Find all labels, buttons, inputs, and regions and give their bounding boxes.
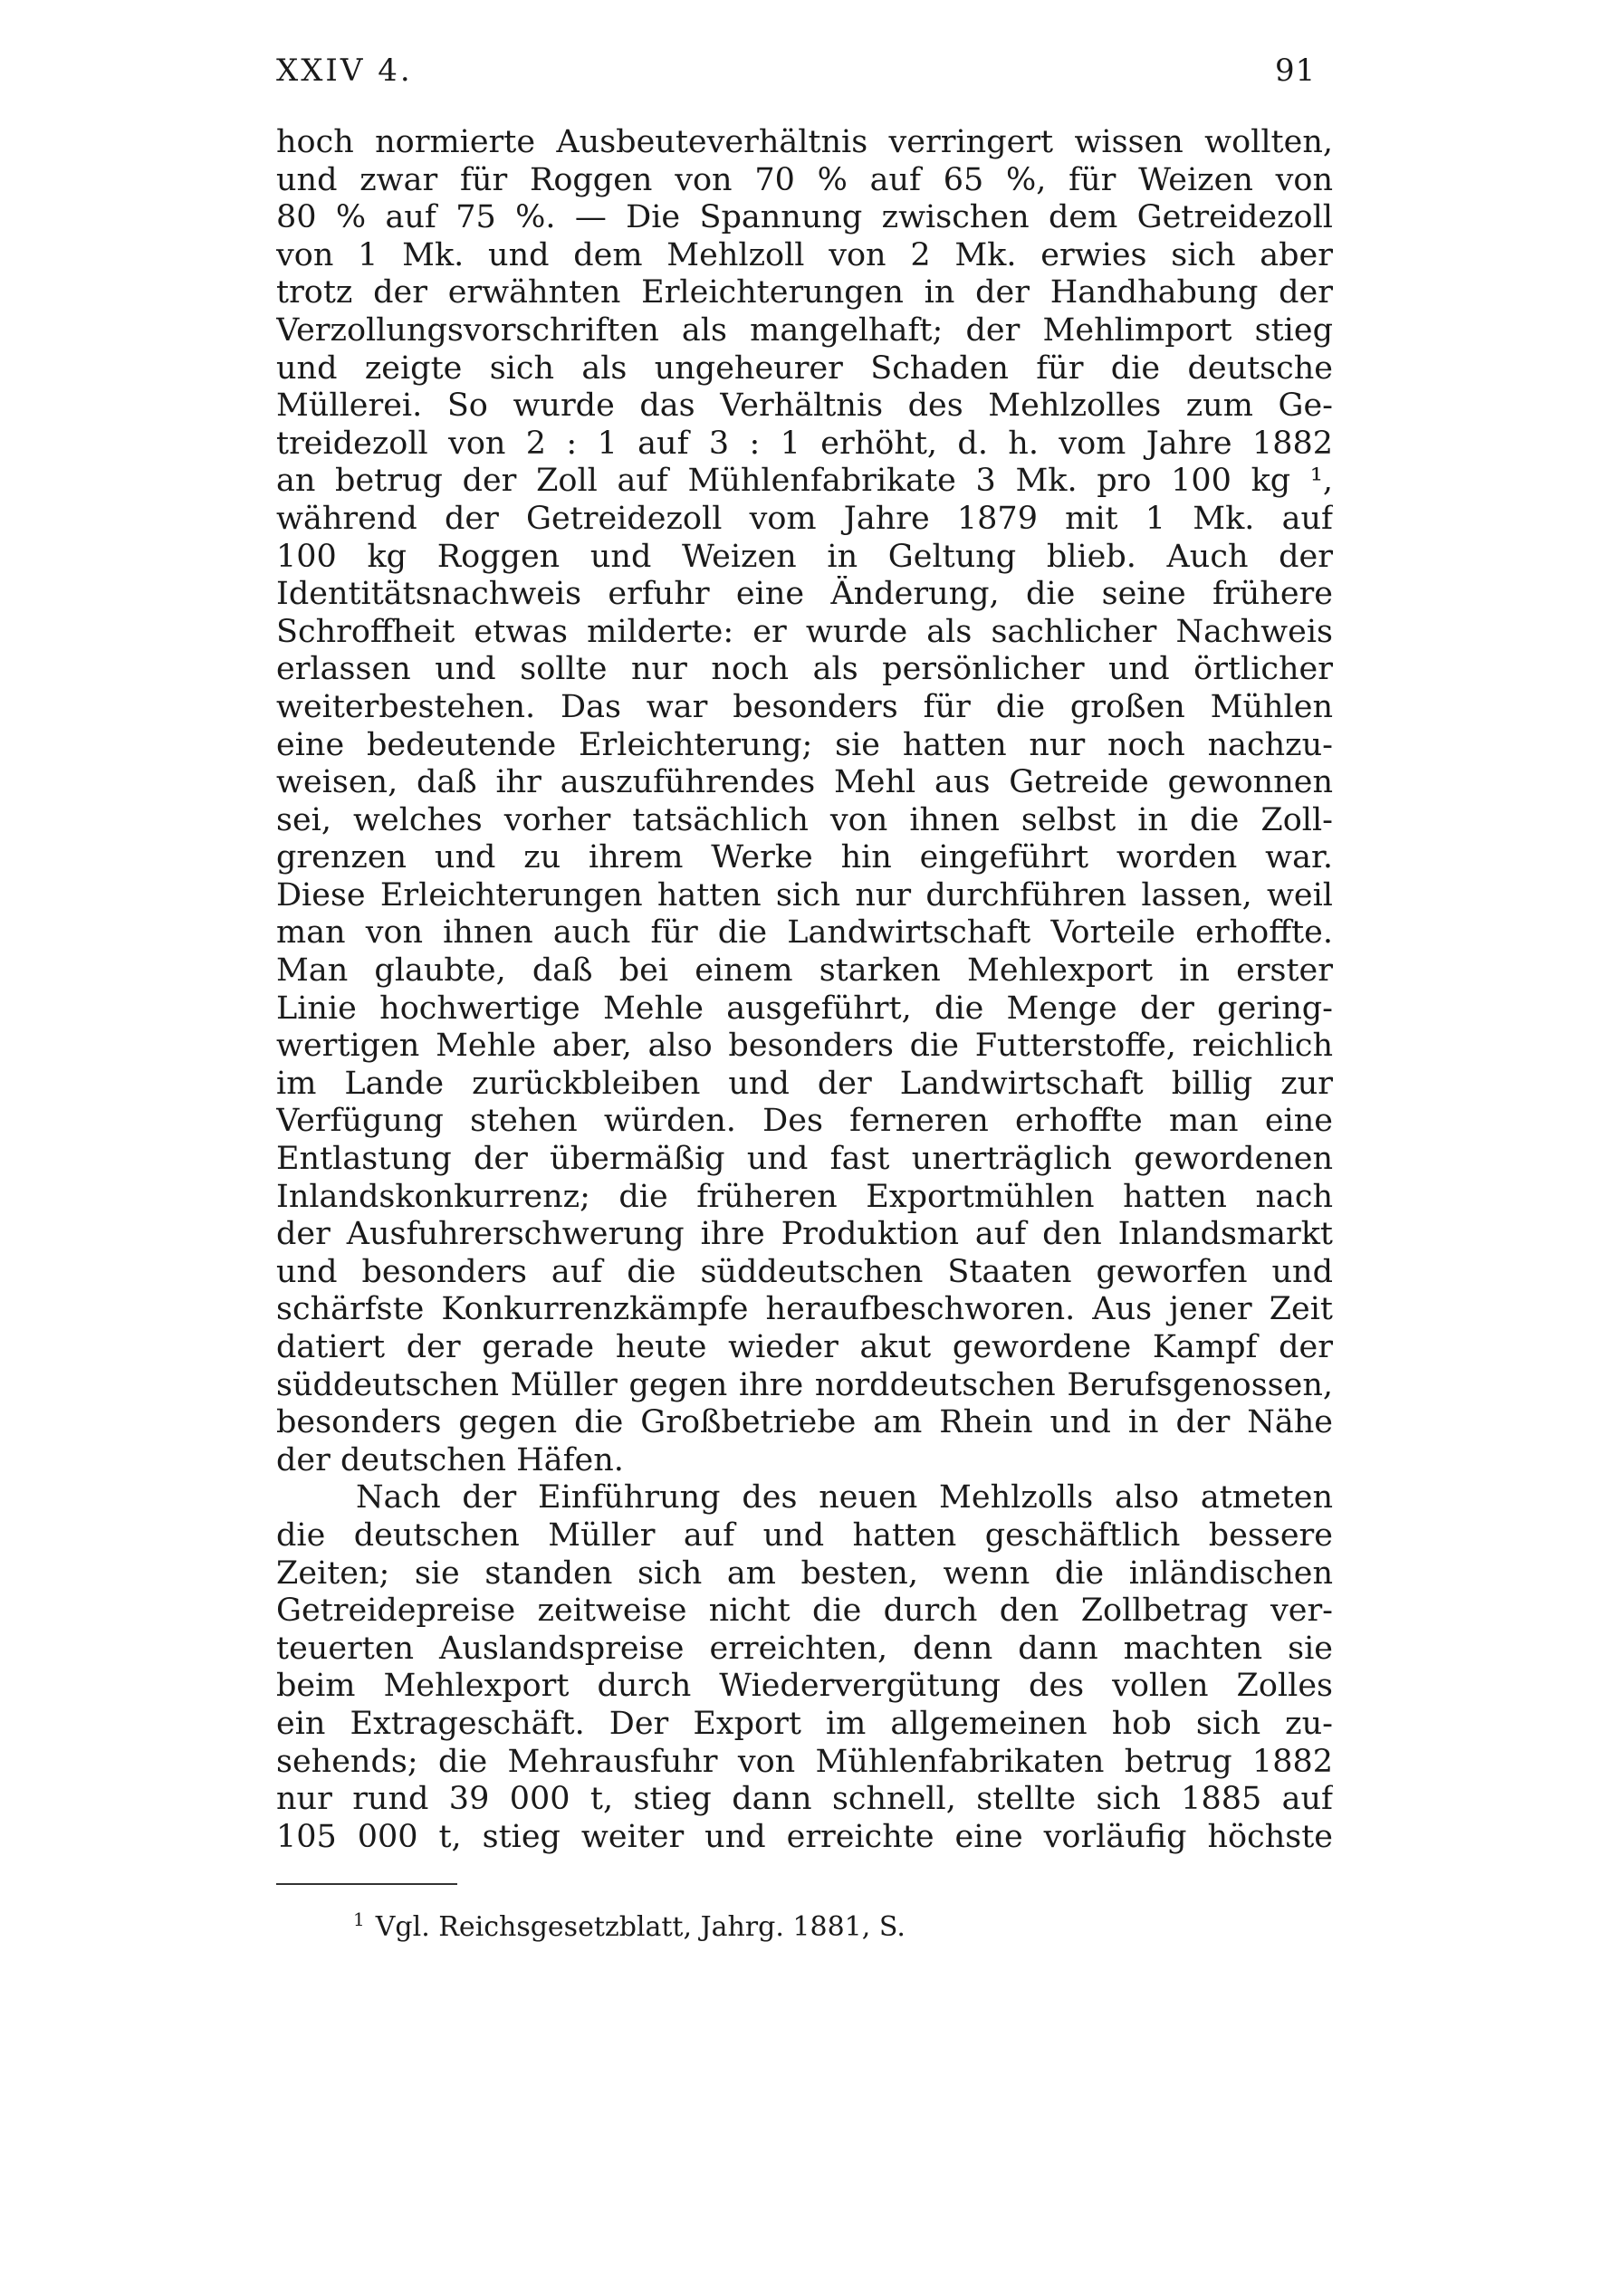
text-line: weiterbestehen. Das war besonders für die großen Mühlen bbox=[276, 688, 1333, 725]
text-line: im Lande zurückbleiben und der Landwirtschaft billig zur bbox=[276, 1065, 1333, 1102]
text-line: eine bedeutende Erleichterung; sie hatten nur noch nachzu- bbox=[276, 726, 1333, 763]
text-line: wertigen Mehle aber, also besonders die Futterstoffe, reichlich bbox=[276, 1028, 1333, 1065]
text-line: besonders gegen die Großbetriebe am Rhein und in der Nähe bbox=[276, 1404, 1333, 1441]
text-line: 105 000 t, stieg weiter und erreichte eine vorläufig höchste bbox=[276, 1818, 1333, 1855]
text-line: Diese Erleichterungen hatten sich nur durchführen lassen, weil bbox=[276, 876, 1333, 914]
text-line: während der Getreidezoll vom Jahre 1879 mit 1 Mk. auf bbox=[276, 500, 1333, 537]
text-line: 80 % auf 75 %. — Die Spannung zwischen dem Getreidezoll bbox=[276, 199, 1333, 236]
text-line: und zeigte sich als ungeheurer Schaden für die deutsche bbox=[276, 349, 1333, 387]
text-line: weisen, daß ihr auszuführendes Mehl aus Getreide gewonnen bbox=[276, 764, 1333, 801]
page-number: 91 bbox=[1275, 53, 1317, 89]
text-line: erlassen und sollte nur noch als persönlicher und örtlicher bbox=[276, 651, 1333, 688]
text-line: teuerten Auslandspreise erreichten, denn dann machten sie bbox=[276, 1630, 1333, 1667]
text-line: und zwar für Roggen von 70 % auf 65 %, für Weizen von bbox=[276, 161, 1333, 198]
text-line: sehends; die Mehrausfuhr von Mühlenfabrikaten betrug 1882 bbox=[276, 1743, 1333, 1780]
text-line: und besonders auf die süddeutschen Staaten geworfen und bbox=[276, 1253, 1333, 1290]
text-line: Verzollungsvorschriften als mangelhaft; der Mehlimport stieg bbox=[276, 311, 1333, 349]
text-line: beim Mehlexport durch Wiedervergütung des vollen Zolles bbox=[276, 1668, 1333, 1705]
text-line: treidezoll von 2 : 1 auf 3 : 1 erhöht, d. h. vom Jahre 1882 bbox=[276, 425, 1333, 462]
text-line: der Ausfuhrerschwerung ihre Produktion auf den Inlandsmarkt bbox=[276, 1216, 1333, 1253]
text-line: Linie hochwertige Mehle ausgeführt, die Menge der gering- bbox=[276, 990, 1333, 1027]
text-line: trotz der erwähnten Erleichterungen in der Handhabung der bbox=[276, 274, 1333, 311]
text-line: Verfügung stehen würden. Des ferneren erhoffte man eine bbox=[276, 1103, 1333, 1140]
text-line: datiert der gerade heute wieder akut gewordene Kampf der bbox=[276, 1329, 1333, 1365]
text-line: Getreidepreise zeitweise nicht die durch den Zollbetrag ver- bbox=[276, 1593, 1333, 1630]
text-line: Man glaubte, daß bei einem starken Mehlexport in erster bbox=[276, 952, 1333, 990]
text-line: ein Extrageschäft. Der Export im allgemeinen hob sich zu- bbox=[276, 1705, 1333, 1742]
footnote-divider bbox=[276, 1883, 457, 1885]
text-line: Schroffheit etwas milderte: er wurde als sachlicher Nachweis bbox=[276, 613, 1333, 650]
text-line: Müllerei. So wurde das Verhältnis des Mehlzolles zum Ge- bbox=[276, 387, 1333, 425]
text-line: man von ihnen auch für die Landwirtschaft Vorteile erhoffte. bbox=[276, 914, 1333, 952]
text-line: Identitätsnachweis erfuhr eine Änderung, die seine frühere bbox=[276, 576, 1333, 613]
text-line: Entlastung der übermäßig und fast unerträglich gewordenen bbox=[276, 1141, 1333, 1178]
running-header-chapter: XXIV 4. bbox=[276, 53, 413, 89]
footnote-marker: 1 bbox=[353, 1909, 365, 1930]
text-line: die deutschen Müller auf und hatten geschäftlich bessere bbox=[276, 1516, 1333, 1554]
footnote-text: Vgl. Reichsgesetzblatt, Jahrg. 1881, S. bbox=[375, 1911, 906, 1943]
text-line-paragraph-end: der deutschen Häfen. bbox=[276, 1441, 624, 1478]
text-line: Inlandskonkurrenz; die früheren Exportmühlen hatten nach bbox=[276, 1178, 1333, 1215]
text-line: süddeutschen Müller gegen ihre norddeutschen Berufsgenossen, bbox=[276, 1366, 1333, 1403]
text-line: grenzen und zu ihrem Werke hin eingeführt worden war. bbox=[276, 839, 1333, 876]
text-line: sei, welches vorher tatsächlich von ihnen selbst in die Zoll- bbox=[276, 801, 1333, 838]
text-line: hoch normierte Ausbeuteverhältnis verringert wissen wollten, bbox=[276, 124, 1333, 160]
body-text bbox=[276, 124, 1333, 1856]
text-line: Zeiten; sie standen sich am besten, wenn die inländischen bbox=[276, 1555, 1333, 1592]
text-line: an betrug der Zoll auf Mühlenfabrikate 3 Mk. pro 100 kg ¹, bbox=[276, 463, 1333, 500]
text-line: schärfste Konkurrenzkämpfe heraufbeschworen. Aus jener Zeit bbox=[276, 1291, 1333, 1328]
text-line: nur rund 39 000 t, stieg dann schnell, stellte sich 1885 auf bbox=[276, 1781, 1333, 1818]
text-line-paragraph-start: Nach der Einführung des neuen Mehlzolls also atmeten bbox=[356, 1479, 1333, 1516]
text-line: von 1 Mk. und dem Mehlzoll von 2 Mk. erwies sich aber bbox=[276, 236, 1333, 273]
footnote bbox=[353, 1899, 906, 1947]
text-line: 100 kg Roggen und Weizen in Geltung blieb. Auch der bbox=[276, 538, 1333, 575]
